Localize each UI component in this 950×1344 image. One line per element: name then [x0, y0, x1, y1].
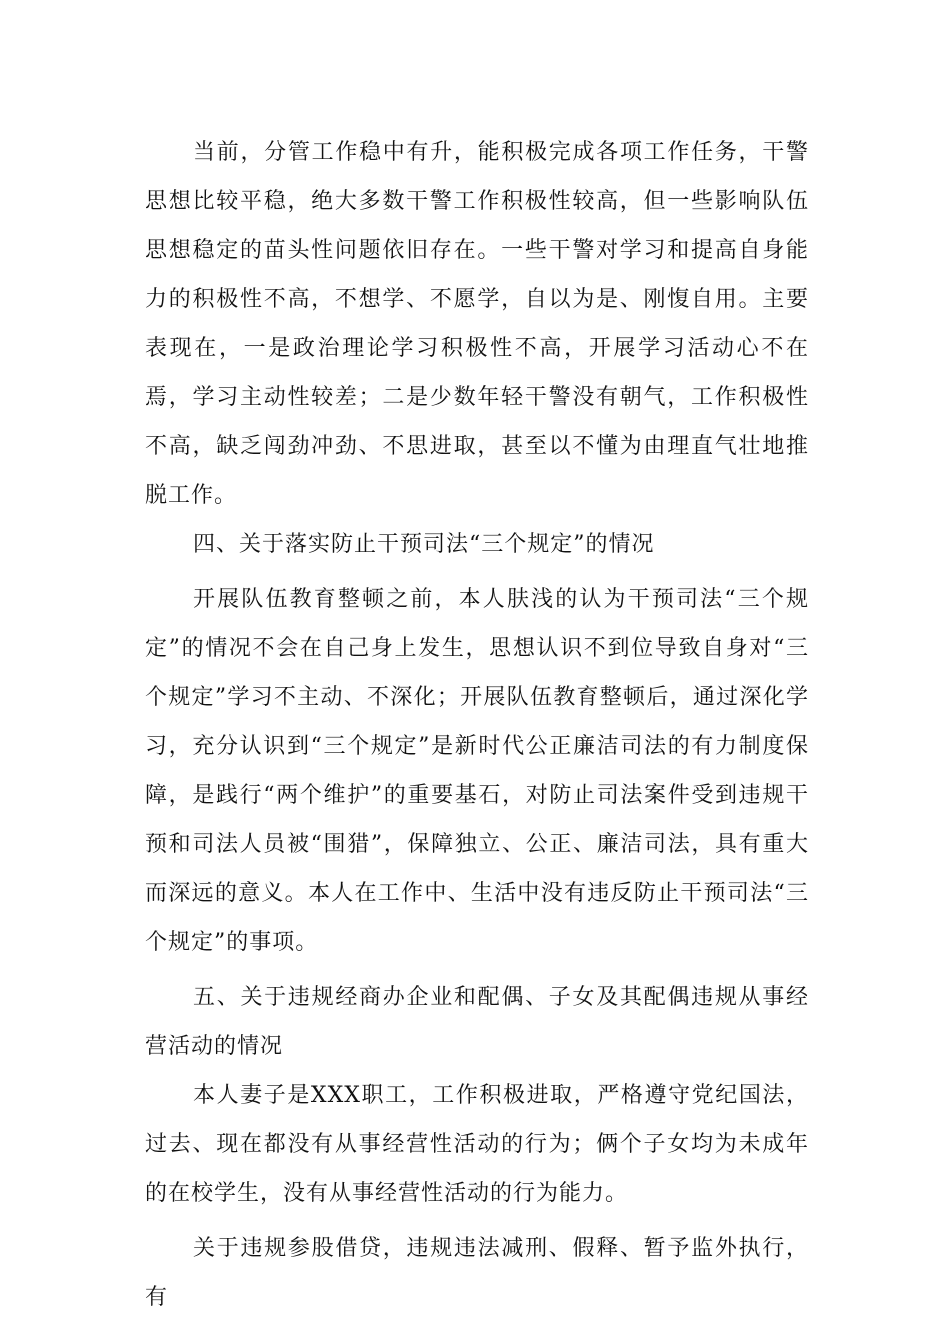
document-body — [145, 128, 809, 1322]
paragraph-three-regulations: 开展队伍教育整顿之前，本人肤浅的认为干预司法“三个规定”的情况不会在自己身上发生，思想认识不到位导致自身对“三个规定”学习不主动、不深化；开展队伍教育整顿后，通过深化学习，充分认识到“三个规定”是新时代公正廉洁司法的有力制度保障，是践行“两个维护”的重要基石，对防止司法案件受到违规干预和司法人员被“围猎”，保障独立、公正、廉洁司法，具有重大而深远的意义。本人在工作中、生活中没有违反防止干预司法“三个规定”的事项。 — [145, 587, 809, 955]
section-heading-five: 五、关于违规经商办企业和配偶、子女及其配偶违规从事经营活动的情况 — [145, 985, 809, 1059]
paragraph-team-ideology: 当前，分管工作稳中有升，能积极完成各项工作任务，干警思想比较平稳，绝大多数干警工作积极性较高，但一些影响队伍思想稳定的苗头性问题依旧存在。一些干警对学习和提高自身能力的积极性不高，不想学、不愿学，自以为是、刚愎自用。主要表现在，一是政治理论学习积极性不高，开展学习活动心不在焉，学习主动性较差；二是少数年轻干警没有朝气，工作积极性不高，缺乏闯劲冲劲、不思进取，甚至以不懂为由理直气壮地推脱工作。 — [145, 140, 809, 508]
paragraph-spouse-children: 本人妻子是XXX职工，工作积极进取，严格遵守党纪国法，过去、现在都没有从事经营性活动的行为；俩个子女均为未成年的在校学生，没有从事经营性活动的行为能力。 — [145, 1083, 809, 1206]
paragraph-illegal-shares: 关于违规参股借贷，违规违法减刑、假释、暂予监外执行，有 — [145, 1236, 809, 1310]
section-heading-four: 四、关于落实防止干预司法“三个规定”的情况 — [193, 532, 655, 557]
